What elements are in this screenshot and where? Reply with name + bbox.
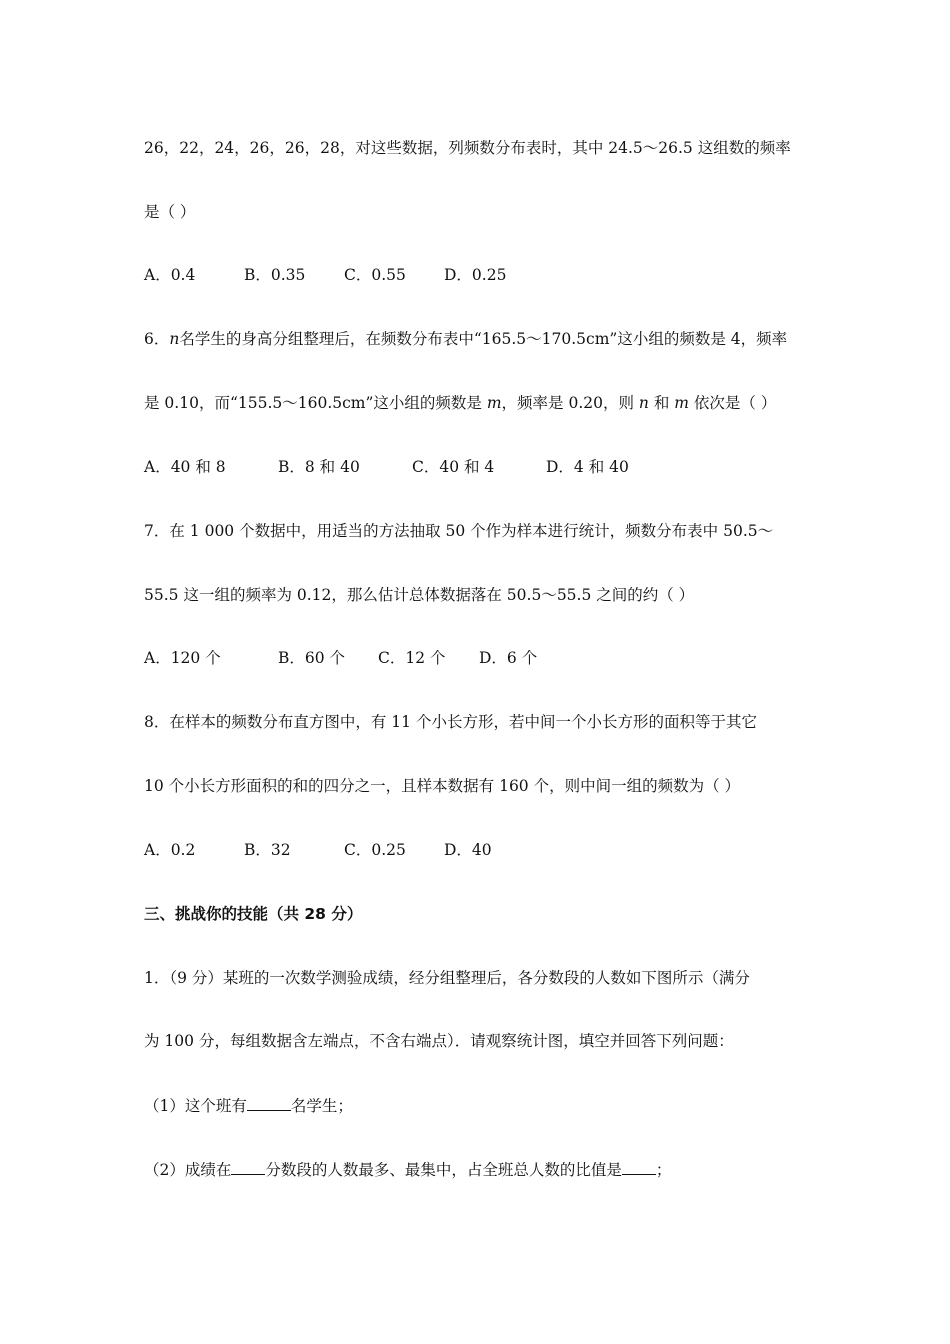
q6-option-c: C．40 和 4 <box>412 458 495 476</box>
q6-var-n: n <box>169 330 180 348</box>
q6-text-2c: 和 <box>648 394 675 412</box>
answer-blank-3[interactable] <box>622 1158 656 1175</box>
s3q1-sub-2-text-a: （2）成绩在 <box>144 1161 232 1179</box>
q5-option-d: D．0.25 <box>444 266 507 284</box>
q8-option-c: C．0.25 <box>344 841 406 859</box>
q6-var-n-2: n <box>638 394 649 412</box>
q5-line-2: 是（ ） <box>144 203 196 221</box>
q6-option-b: B．8 和 40 <box>278 458 360 476</box>
q5-option-c: C．0.55 <box>344 266 406 284</box>
q6-var-m: m <box>486 394 502 412</box>
q6-text-2d: 依次是（ ） <box>688 394 777 412</box>
s3q1-sub-2-text-c: ； <box>655 1161 672 1179</box>
q6-var-m-2: m <box>674 394 689 412</box>
s3q1-sub-1 <box>144 1094 353 1117</box>
q7-option-c: C．12 个 <box>378 649 446 667</box>
s3q1-line-1: 1．（9 分）某班的一次数学测验成绩，经分组整理后，各分数段的人数如下图所示（满分 <box>144 969 750 987</box>
q8-option-d: D．40 <box>444 841 492 859</box>
q6-option-a: A．40 和 8 <box>144 458 226 476</box>
q5-option-b: B．0.35 <box>244 266 306 284</box>
q6-line-2 <box>144 392 776 414</box>
q8-line-1: 8．在样本的频数分布直方图中，有 11 个小长方形，若中间一个小长方形的面积等于其它 <box>144 713 757 731</box>
q8-line-2: 10 个小长方形面积的和的四分之一，且样本数据有 160 个，则中间一组的频数为（ ） <box>144 777 741 795</box>
q6-option-d: D．4 和 40 <box>546 458 629 476</box>
s3q1-sub-2-text-b: 分数段的人数最多、最集中，占全班总人数的比值是 <box>265 1161 622 1179</box>
q7-option-b: B．60 个 <box>278 649 346 667</box>
q5-line-1: 26，22，24，26，26，28，对这些数据，列频数分布表时，其中 24.5～26.5 这组数的频率 <box>144 139 791 157</box>
q7-line-1: 7．在 1 000 个数据中，用适当的方法抽取 50 个作为样本进行统计，频数分布表中 50.5～ <box>144 522 774 540</box>
s3q1-sub-2 <box>144 1158 671 1181</box>
q8-option-a: A．0.2 <box>144 841 196 859</box>
q6-line-1 <box>144 328 787 350</box>
q6-text-1: 名学生的身高分组整理后，在频数分布表中“165.5～170.5cm”这小组的频数是 4，频率 <box>179 330 788 348</box>
s3q1-sub-1-text-a: （1）这个班有 <box>144 1097 247 1115</box>
q6-text-2b: ，频率是 0.20，则 <box>501 394 639 412</box>
answer-blank-1[interactable] <box>247 1094 291 1111</box>
q7-option-d: D．6 个 <box>479 649 538 667</box>
q7-option-a: A．120 个 <box>144 649 221 667</box>
answer-blank-2[interactable] <box>231 1158 265 1175</box>
q8-option-b: B．32 <box>244 841 291 859</box>
s3q1-line-2: 为 100 分，每组数据含左端点，不含右端点）．请观察统计图，填空并回答下列问题： <box>144 1032 734 1050</box>
q7-line-2: 55.5 这一组的频率为 0.12，那么估计总体数据落在 50.5～55.5 之间的约（ ） <box>144 586 695 604</box>
q6-text-2a: 是 0.10，而“155.5～160.5cm”这小组的频数是 <box>144 394 487 412</box>
s3q1-sub-1-text-b: 名学生； <box>290 1097 353 1115</box>
section-3-heading: 三、挑战你的技能（共 28 分） <box>144 905 363 923</box>
q5-option-a: A．0.4 <box>144 266 196 284</box>
q6-number: 6． <box>144 330 170 348</box>
